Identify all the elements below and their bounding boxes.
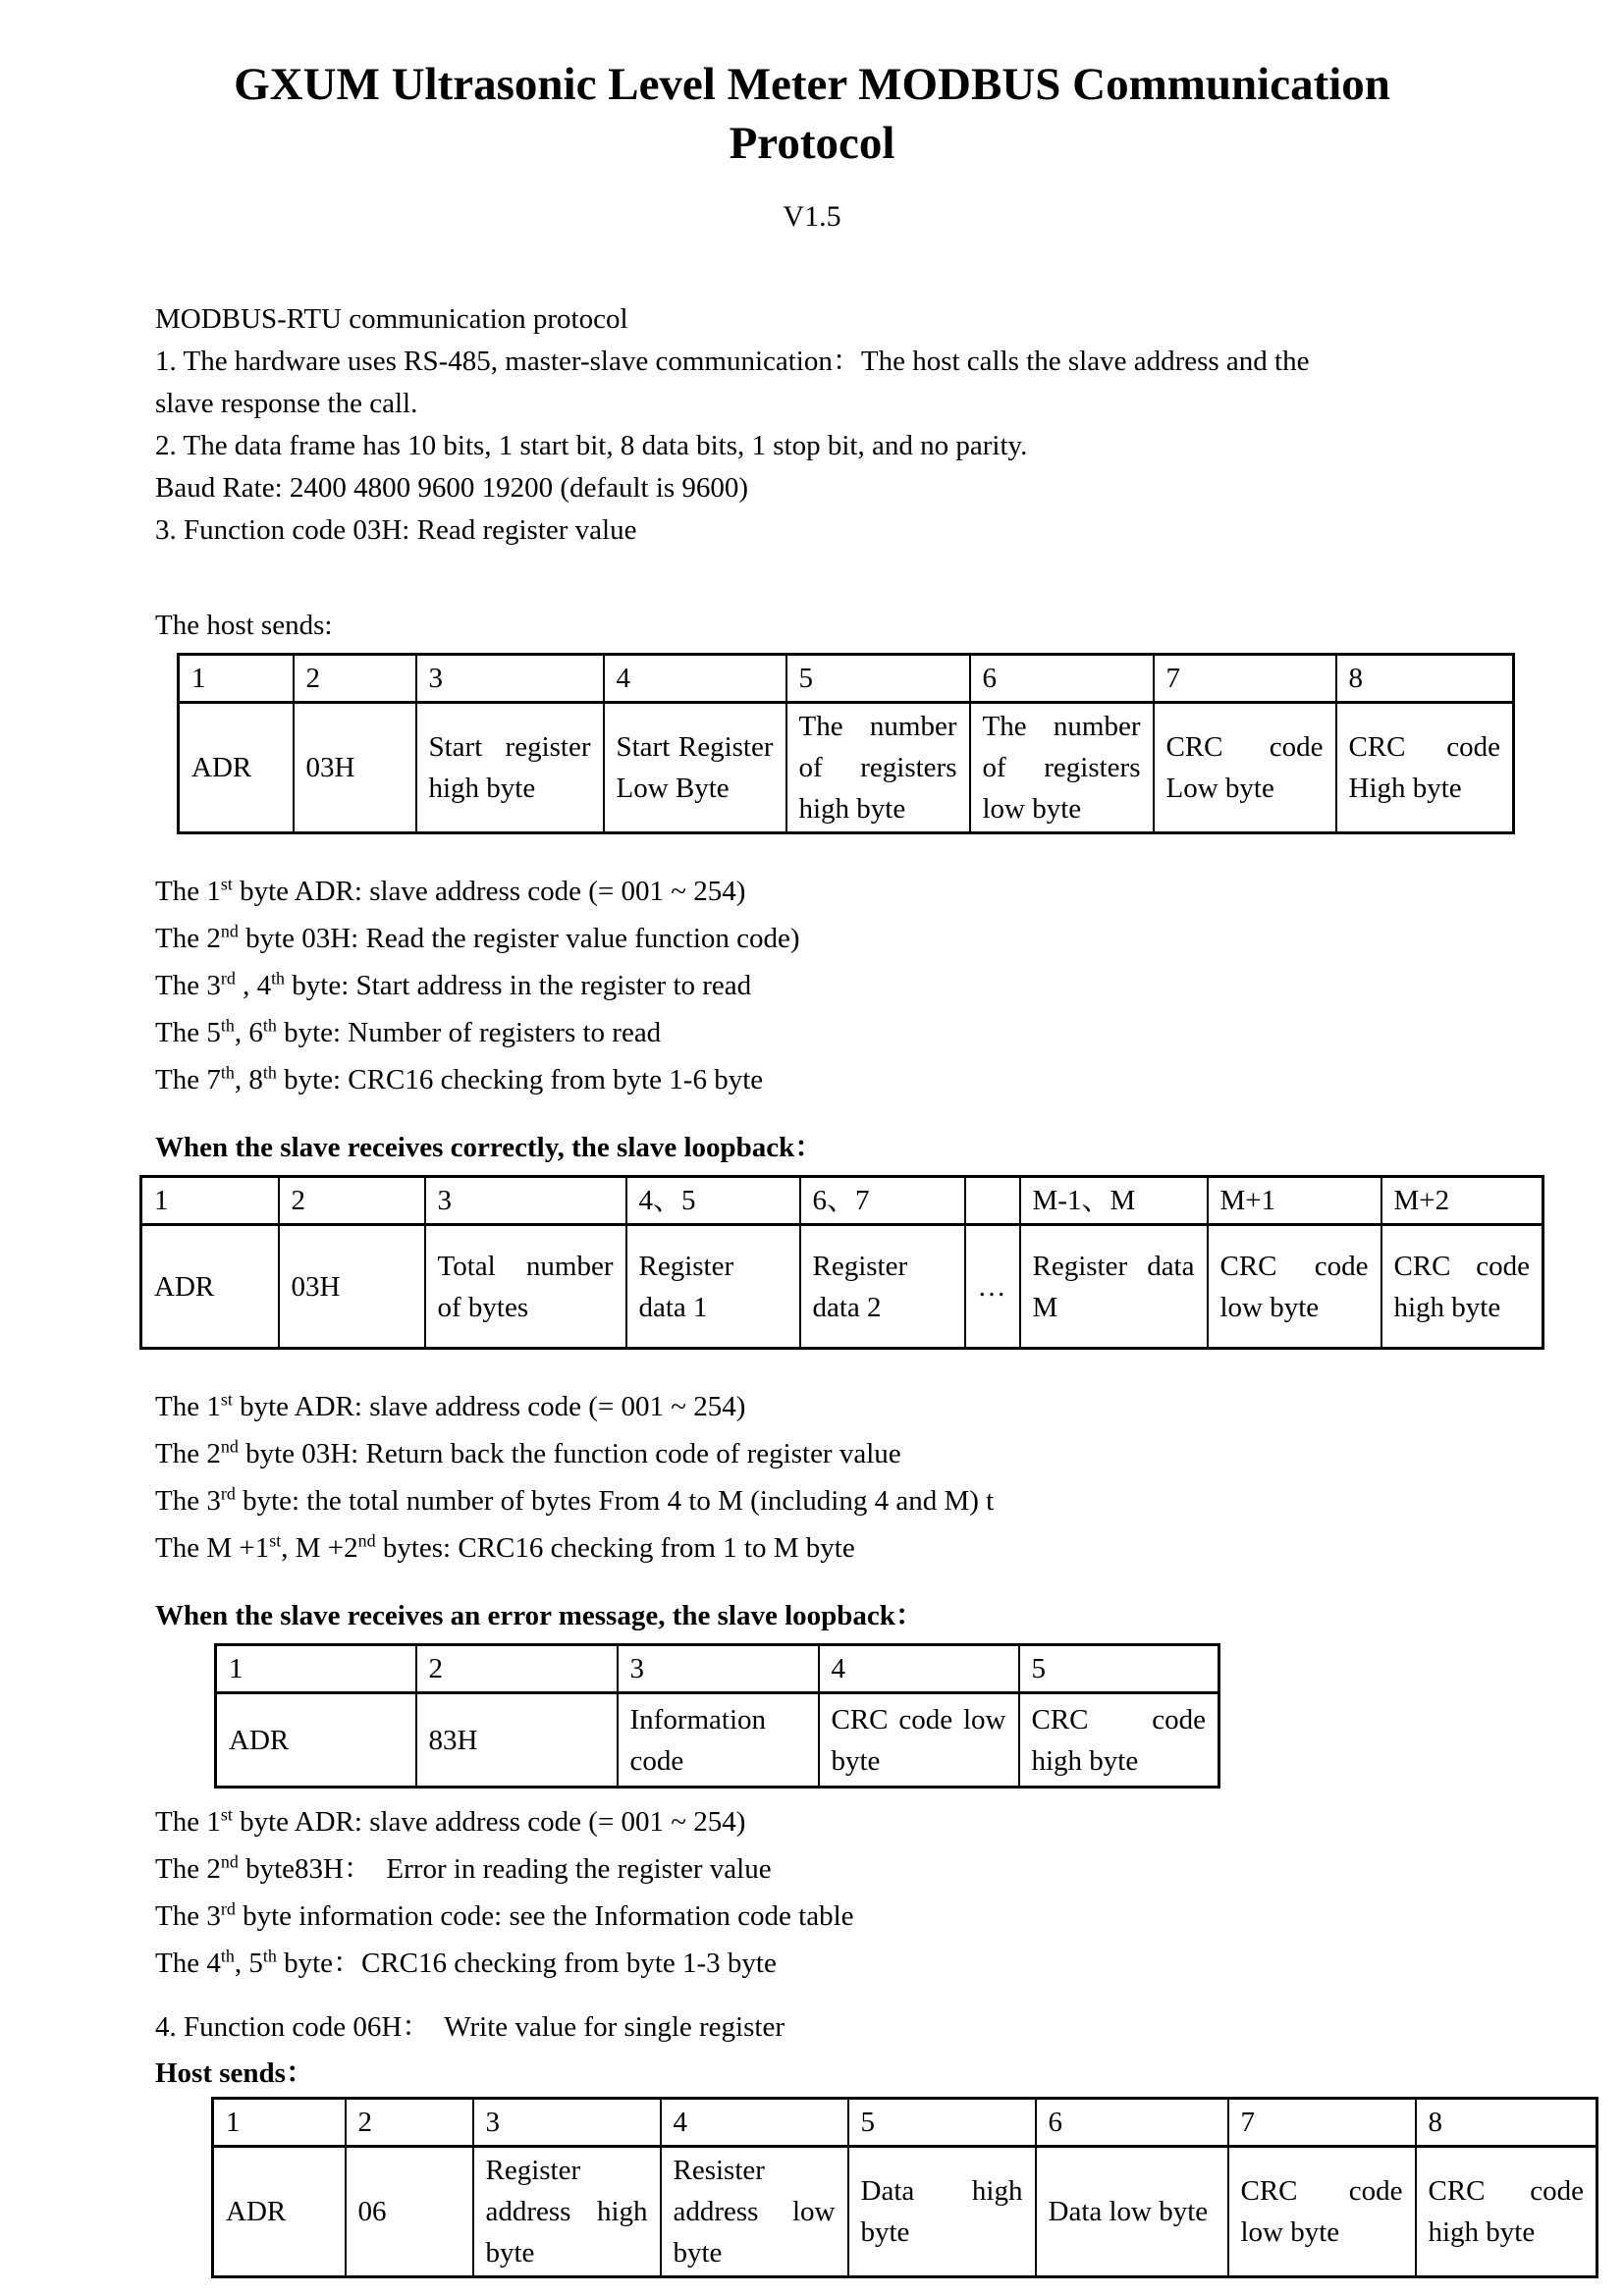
t2-header-gap (965, 1177, 1020, 1225)
t4-cell-6: Data low byte (1036, 2147, 1228, 2277)
t4-cell-4: Resister address low byte (661, 2147, 848, 2277)
t4-header-5: 5 (848, 2099, 1036, 2147)
t2-header-7: M+1 (1208, 1177, 1381, 1225)
byte-desc-line: The 3rd byte information code: see the Information code table (155, 1898, 854, 1932)
t1-cell-8: CRC code High byte (1336, 703, 1514, 833)
t2-cell-2: 03H (279, 1225, 425, 1349)
t3-header-2: 2 (416, 1645, 618, 1693)
t2-cell-4: Register data 1 (626, 1225, 800, 1349)
intro-paragraph (155, 298, 1469, 552)
t1-cell-2: 03H (294, 703, 416, 833)
t2-header-2: 2 (279, 1177, 425, 1225)
byte-desc-line: The 3rd , 4th byte: Start address in the register to read (155, 968, 752, 1001)
t4-header-7: 7 (1228, 2099, 1416, 2147)
t4-cell-1: ADR (213, 2147, 346, 2277)
version-label: V1.5 (783, 200, 841, 233)
t2-header-4: 4、5 (626, 1177, 800, 1225)
error-loopback-table (214, 1643, 1220, 1789)
intro-line: 3. Function code 03H: Read register value (155, 514, 637, 546)
byte-desc-line: The 5th, 6th byte: Number of registers to read (155, 1015, 662, 1048)
t2-cell-6: Register data M (1020, 1225, 1208, 1349)
t3-header-3: 3 (618, 1645, 819, 1693)
t4-cell-3: Register address high byte (473, 2147, 661, 2277)
t3-header-4: 4 (819, 1645, 1019, 1693)
t4-header-6: 6 (1036, 2099, 1228, 2147)
t1-cell-5: The number of registers high byte (786, 703, 970, 833)
byte-desc-line: The 1st byte ADR: slave address code (= 001 ~ 254) (155, 1804, 746, 1838)
t4-header-4: 4 (661, 2099, 848, 2147)
byte-desc-line: The 3rd byte: the total number of bytes From 4 to M (including 4 and M) t (155, 1483, 995, 1517)
intro-line: 2. The data frame has 10 bits, 1 start bit, 8 data bits, 1 stop bit, and no parity. (155, 430, 1028, 461)
t1-header-6: 6 (970, 655, 1154, 703)
t1-header-8: 8 (1336, 655, 1514, 703)
table-header-row (213, 2099, 1597, 2147)
t1-header-1: 1 (179, 655, 294, 703)
intro-line: slave response the call. (155, 388, 418, 419)
byte-description-block (155, 1383, 1469, 1572)
intro-line: MODBUS-RTU communication protocol (155, 303, 628, 335)
intro-line: 1. The hardware uses RS-485, master-slave communication：The host calls the slave address and the (155, 346, 1310, 377)
t4-cell-7: CRC code low byte (1228, 2147, 1416, 2277)
table-data-row (213, 2147, 1597, 2277)
document-title: GXUM Ultrasonic Level Meter MODBUS Communication Protocol (234, 59, 1390, 169)
table-data-row (179, 703, 1514, 833)
t2-cell-8: CRC code high byte (1381, 1225, 1543, 1349)
t1-header-4: 4 (604, 655, 786, 703)
t2-cell-ellipsis: … (965, 1225, 1020, 1349)
t2-cell-3: Total number of bytes (425, 1225, 626, 1349)
byte-desc-line: The 2nd byte 03H: Read the register value function code) (155, 921, 800, 954)
t4-header-8: 8 (1416, 2099, 1597, 2147)
table-header-row (141, 1177, 1543, 1225)
t3-cell-5: CRC code high byte (1019, 1693, 1219, 1788)
table-data-row (216, 1693, 1219, 1788)
t3-header-5: 5 (1019, 1645, 1219, 1693)
t3-cell-3: Information code (618, 1693, 819, 1788)
section4-heading: 4. Function code 06H： Write value for single register (155, 2011, 785, 2043)
byte-desc-line: The 4th, 5th byte：CRC16 checking from byte 1-3 byte (155, 1946, 777, 1979)
byte-desc-line: The 2nd byte83H： Error in reading the register value (155, 1851, 772, 1885)
t4-cell-2: 06 (346, 2147, 473, 2277)
t3-cell-4: CRC code low byte (819, 1693, 1019, 1788)
t1-cell-1: ADR (179, 703, 294, 833)
t1-header-2: 2 (294, 655, 416, 703)
table-header-row (179, 655, 1514, 703)
t2-header-6: M-1、M (1020, 1177, 1208, 1225)
host-sends-table (177, 653, 1515, 834)
t1-cell-3: Start register high byte (416, 703, 604, 833)
t4-header-3: 3 (473, 2099, 661, 2147)
intro-line: Baud Rate: 2400 4800 9600 19200 (default is 9600) (155, 472, 749, 504)
byte-description-block (155, 868, 1469, 1103)
byte-desc-line: The M +1st, M +2nd bytes: CRC16 checking from 1 to M byte (155, 1530, 855, 1564)
t4-cell-8: CRC code high byte (1416, 2147, 1597, 2277)
t2-header-8: M+2 (1381, 1177, 1543, 1225)
t1-cell-6: The number of registers low byte (970, 703, 1154, 833)
t3-cell-1: ADR (216, 1693, 416, 1788)
t1-header-5: 5 (786, 655, 970, 703)
host-sends-label: The host sends: (155, 610, 333, 641)
byte-description-block (155, 1798, 1469, 1987)
t1-header-3: 3 (416, 655, 604, 703)
slave-loopback-table (139, 1175, 1544, 1350)
slave-error-heading: When the slave receives an error message, the slave loopback： (155, 1600, 924, 1631)
t2-cell-1: ADR (141, 1225, 279, 1349)
t2-header-1: 1 (141, 1177, 279, 1225)
byte-desc-line: The 2nd byte 03H: Return back the function code of register value (155, 1436, 901, 1469)
host-sends-label-2: Host sends： (155, 2057, 314, 2089)
t4-header-2: 2 (346, 2099, 473, 2147)
t1-header-7: 7 (1154, 655, 1336, 703)
t1-cell-7: CRC code Low byte (1154, 703, 1336, 833)
t1-cell-4: Start Register Low Byte (604, 703, 786, 833)
write-register-table (211, 2097, 1598, 2278)
byte-desc-line: The 7th, 8th byte: CRC16 checking from byte 1-6 byte (155, 1062, 764, 1095)
t3-header-1: 1 (216, 1645, 416, 1693)
t2-header-3: 3 (425, 1177, 626, 1225)
table-header-row (216, 1645, 1219, 1693)
t4-header-1: 1 (213, 2099, 346, 2147)
t2-cell-7: CRC code low byte (1208, 1225, 1381, 1349)
byte-desc-line: The 1st byte ADR: slave address code (= 001 ~ 254) (155, 1389, 746, 1422)
byte-desc-line: The 1st byte ADR: slave address code (= 001 ~ 254) (155, 874, 746, 907)
table-data-row (141, 1225, 1543, 1349)
t2-header-5: 6、7 (800, 1177, 965, 1225)
t3-cell-2: 83H (416, 1693, 618, 1788)
t2-cell-5: Register data 2 (800, 1225, 965, 1349)
t4-cell-5: Data high byte (848, 2147, 1036, 2277)
slave-ok-heading: When the slave receives correctly, the slave loopback： (155, 1132, 824, 1163)
